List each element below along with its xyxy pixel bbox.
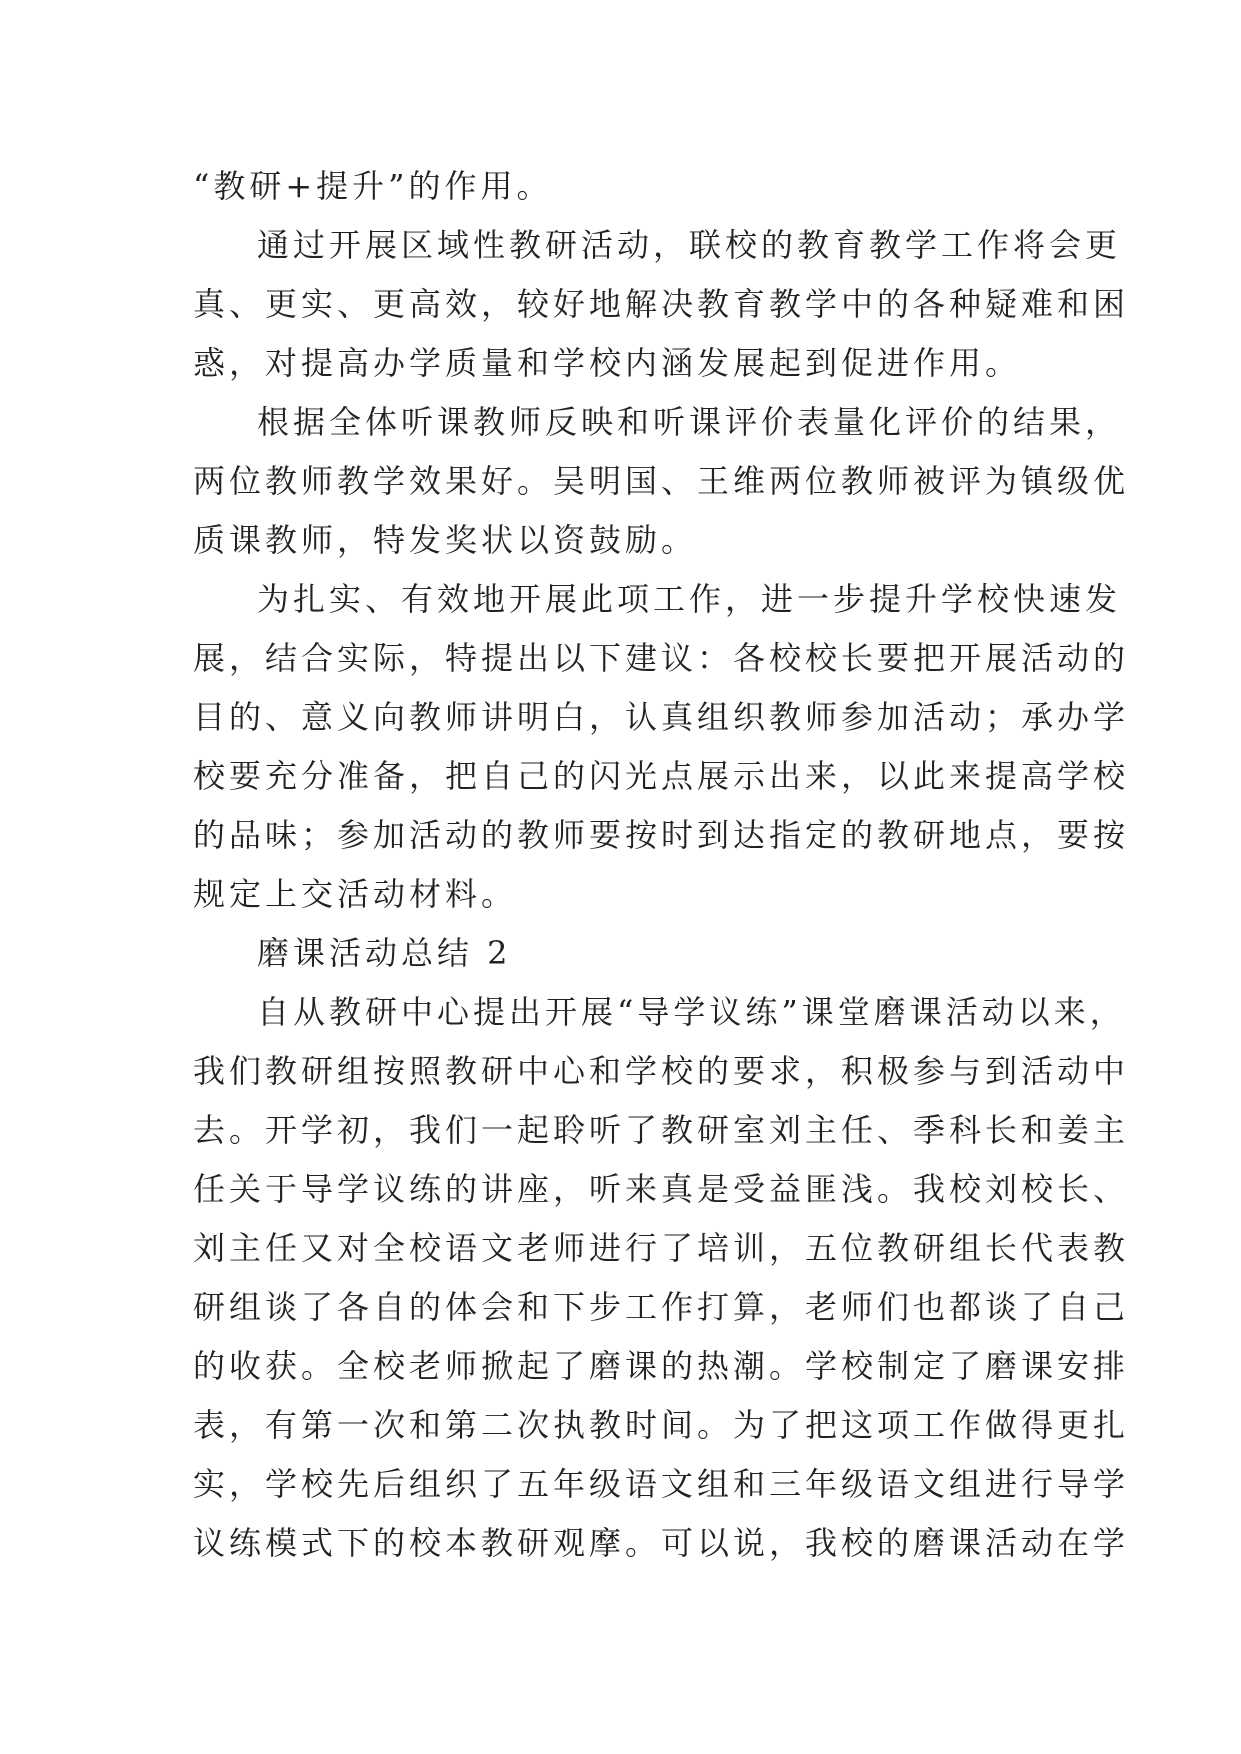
paragraph-start-line: 根据全体听课教师反映和听课评价表量化评价的结果，: [257, 403, 1122, 441]
text-line: 真、更实、更高效，较好地解决教育教学中的各种疑难和困: [193, 285, 1130, 323]
paragraph-start-line: 通过开展区域性教研活动，联校的教育教学工作将会更: [257, 226, 1122, 264]
text-line: 惑，对提高办学质量和学校内涵发展起到促进作用。: [193, 344, 1022, 382]
text-line: 实，学校先后组织了五年级语文组和三年级语文组进行导学: [193, 1465, 1130, 1503]
text-line: 的收获。全校老师掀起了磨课的热潮。学校制定了磨课安排: [193, 1347, 1130, 1385]
text-line: 的品味；参加活动的教师要按时到达指定的教研地点，要按: [193, 816, 1130, 854]
document-body: [193, 157, 1130, 1573]
text-line: 展，结合实际，特提出以下建议：各校校长要把开展活动的: [193, 639, 1130, 677]
paragraph-start-line: 自从教研中心提出开展“导学议练”课堂磨课活动以来，: [257, 993, 1126, 1031]
text-line: 质课教师，特发奖状以资鼓励。: [193, 521, 698, 559]
text-line: 表，有第一次和第二次执教时间。为了把这项工作做得更扎: [193, 1406, 1130, 1444]
text-line: 任关于导学议练的讲座，听来真是受益匪浅。我校刘校长、: [193, 1170, 1130, 1208]
section-heading: 磨课活动总结 2: [257, 934, 512, 972]
text-line: 目的、意义向教师讲明白，认真组织教师参加活动；承办学: [193, 698, 1130, 736]
text-line: “教研+提升”的作用。: [193, 167, 553, 205]
text-line: 两位教师教学效果好。吴明国、王维两位教师被评为镇级优: [193, 462, 1130, 500]
text-line: 去。开学初，我们一起聆听了教研室刘主任、季科长和姜主: [193, 1111, 1130, 1149]
text-line: 刘主任又对全校语文老师进行了培训，五位教研组长代表教: [193, 1229, 1130, 1267]
text-line: 议练模式下的校本教研观摩。可以说，我校的磨课活动在学: [193, 1524, 1130, 1562]
paragraph-start-line: 为扎实、有效地开展此项工作，进一步提升学校快速发: [257, 580, 1122, 618]
text-line: 规定上交活动材料。: [193, 875, 518, 913]
text-line: 校要充分准备，把自己的闪光点展示出来，以此来提高学校: [193, 757, 1130, 795]
text-line: 研组谈了各自的体会和下步工作打算，老师们也都谈了自己: [193, 1288, 1130, 1326]
text-line: 我们教研组按照教研中心和学校的要求，积极参与到活动中: [193, 1052, 1130, 1090]
